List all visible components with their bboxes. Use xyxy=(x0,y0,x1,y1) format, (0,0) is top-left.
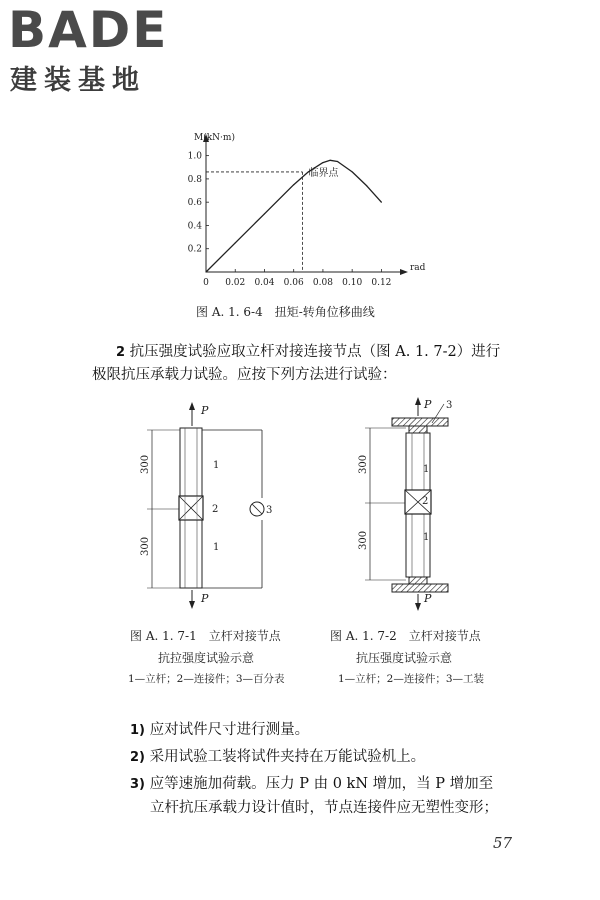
x-tick-label: 0.10 xyxy=(342,278,363,288)
svg-text:P: P xyxy=(424,398,432,411)
x-tick-label: 0.08 xyxy=(312,278,333,288)
data-point xyxy=(352,171,353,172)
arrow-down-icon xyxy=(415,603,421,611)
data-point xyxy=(235,242,236,243)
y-tick-label: 0.8 xyxy=(187,174,202,185)
svg-text:1: 1 xyxy=(213,460,220,471)
svg-text:3: 3 xyxy=(266,505,273,516)
y-tick-label: 0.6 xyxy=(187,198,202,209)
arrow-up-icon xyxy=(189,402,195,410)
svg-text:300: 300 xyxy=(358,454,369,474)
svg-text:2: 2 xyxy=(212,504,219,515)
arrow-down-icon xyxy=(189,601,195,609)
fig2-caption-line1: 图 A. 1. 7-2 立杆对接节点 xyxy=(330,629,481,643)
fig2-legend: 1—立杆；2—连接件；3—工装 xyxy=(338,673,485,685)
brand-subtitle: 建装基地 xyxy=(10,65,146,96)
x-axis-label: rad xyxy=(410,263,426,273)
x-tick-label: 0.06 xyxy=(283,278,304,288)
torque-rotation-chart xyxy=(180,133,426,300)
x-tick-label: 0.04 xyxy=(254,278,275,288)
arrow-up-icon xyxy=(415,397,421,405)
svg-text:300: 300 xyxy=(140,536,151,556)
x-tick-label: 0.12 xyxy=(371,278,392,288)
data-point xyxy=(337,161,338,162)
svg-text:1: 1 xyxy=(213,542,220,553)
paragraph-2 xyxy=(92,341,512,387)
step-3-continued: 立杆抗压承载力设计值时，节点连接件应无塑性变形； xyxy=(150,800,498,816)
figure-a-1-7-2 xyxy=(346,392,476,614)
svg-text:1: 1 xyxy=(423,532,430,543)
step-1: 1) 应对试件尺寸进行测量。 xyxy=(130,722,310,738)
data-point xyxy=(366,185,367,186)
critical-point-label: 临界点 xyxy=(308,167,339,179)
fig1-legend: 1—立杆；2—连接件；3—百分表 xyxy=(128,673,285,685)
fig2-caption-line2: 抗压强度试验示意 xyxy=(356,651,453,665)
svg-text:1: 1 xyxy=(423,464,430,475)
load-label-bottom: P xyxy=(201,592,209,605)
svg-text:3: 3 xyxy=(446,400,453,411)
data-point xyxy=(381,202,382,203)
x-tick-label: 0.02 xyxy=(225,278,246,288)
step-2: 2) 采用试验工装将试件夹持在万能试验机上。 xyxy=(130,749,426,765)
data-point xyxy=(330,160,331,161)
data-point xyxy=(293,184,294,185)
fig1-caption-line2: 抗拉强度试验示意 xyxy=(158,651,255,665)
y-tick-label: 0.2 xyxy=(187,244,202,255)
chart-caption: 图 A. 1. 6-4 扭矩-转角位移曲线 xyxy=(196,305,375,319)
paragraph-text: 抗压强度试验应取立杆对接连接节点（图 A. 1. 7-2）进行极限抗压承载力试验。应按下列方法进行试验： xyxy=(92,344,501,383)
svg-text:300: 300 xyxy=(140,454,151,474)
load-label-top: P xyxy=(201,404,209,417)
series-line xyxy=(206,160,381,272)
x-tick-label: 0 xyxy=(203,278,209,288)
paragraph-number: 2 xyxy=(116,345,126,360)
svg-text:2: 2 xyxy=(422,496,429,507)
figure-a-1-7-1 xyxy=(130,398,280,612)
svg-text:300: 300 xyxy=(358,530,369,550)
y-axis-label: M(kN·m) xyxy=(194,133,235,143)
page-number: 57 xyxy=(493,834,513,852)
x-axis-arrow-icon xyxy=(400,269,408,275)
data-point xyxy=(322,162,323,163)
brand-logo: BADE xyxy=(8,1,169,59)
y-tick-label: 1.0 xyxy=(187,151,202,162)
svg-text:P: P xyxy=(424,592,432,605)
top-fixture xyxy=(392,418,448,426)
y-tick-label: 0.4 xyxy=(187,221,202,232)
fig1-caption-line1: 图 A. 1. 7-1 立杆对接节点 xyxy=(130,629,281,643)
bottom-fixture xyxy=(392,584,448,592)
step-3: 3) 应等速施加荷载。压力 P 由 0 kN 增加，当 P 增加至 xyxy=(130,776,494,792)
data-point xyxy=(205,271,206,272)
data-point xyxy=(264,213,265,214)
